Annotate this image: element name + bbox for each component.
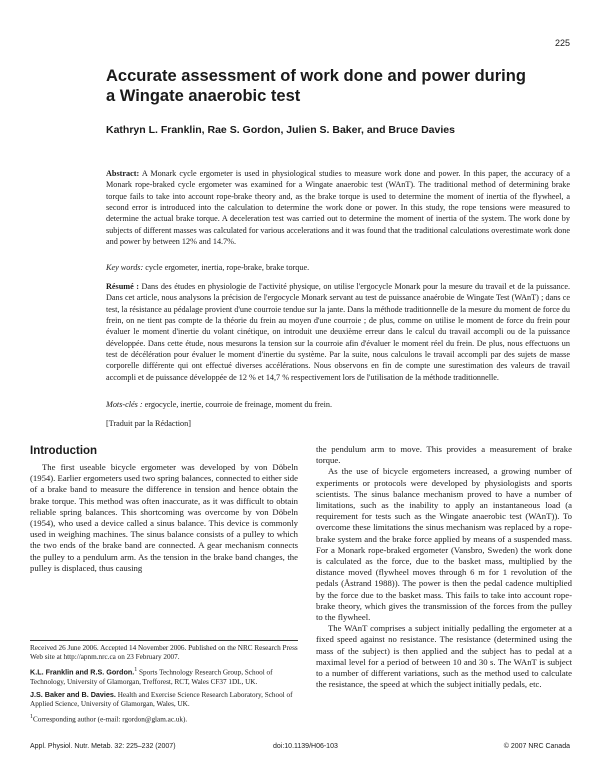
- intro-paragraph-2: As the use of bicycle ergometers increased, a growing number of experiments or protocols were developed by physiologists and sports scientists. The sinus balance mechanism proved to have a number of limitations, such as the inability to apply an instantaneous load (a requirement for tests such as the Wingate anaerobic test (WAnT)). To overcome these limitations the sinus mechanism was replaced by a rope-brake system and the brake force applied by means of a suspended mass. For a Monark rope-braked ergometer (Vansbro, Sweden) the work done is calculated as the force, due to the basket mass, multiplied by the distance moved (flywheel moves through 6 m for 1 revolution of the pedals (Åstrand 1988)). The power is then the pedal cadence multiplied by the force due to the basket mass. This fails to take into account rope-brake theory, which gives the transmission of the forces from the pulley to the flywheel.: [316, 466, 572, 623]
- mots-cles-label: Mots-clés :: [106, 400, 143, 409]
- footer-copyright: © 2007 NRC Canada: [503, 743, 570, 750]
- footer-doi: doi:10.1139/H06-103: [273, 743, 338, 750]
- resume-text: Dans des études en physiologie de l'activité physique, on utilise l'ergocycle Monark pour la mesure du travail et de la puissance. Dans cet article, nous analysons la précision de l'ergocycle Monark servant au test de puissance anaérobie de Wingate Test (WAnT) ; dans ce test, la résistance au pédalage provient d'une courroie tendue sur la jante. Dans la méthode traditionnelle de la mesure du moment de force du frein, on ne tient pas compte de la théorie du frein au moyen d'une courroie ; de plus, comme on utilise le moment de force du frein pour évaluer le moment d'inertie du volant cinétique, on introduit une deuxième erreur dans le calcul du travail accompli ou de la puissance développée. Dans cette étude, nous mesurons la tension sur la courroie afin d'évaluer le moment réel du frein. De plus, nous effectuons un test de décélération pour évaluer le moment d'inertie du système. Par la suite, nous calculons le travail accompli par des sujets de masse corporelle différente qui ont effectué diverses accélérations. Nous observons en fin de compte une surestimation des valeurs de travail accompli et de puissance développée de 12 % et 14,7 % respectivement lors de l'utilisation de la méthode traditionnelle.: [106, 282, 571, 382]
- intro-paragraph-1: The first useable bicycle ergometer was developed by von Döbeln (1954). Earlier ergometers used two spring balances, connected to either side of a brake band to measure the difference in tension and hence obtain the brake torque. This method was often inaccurate, as it was difficult to obtain reliable spring balances. This shortcoming was overcome by von Döbeln (1954), who used a device called a sinus balance. This device is commonly used in weighing machines. The sinus balance consists of a pulley to which the two ends of the brake band are connected. A gear mechanism connects the pulley to a pendulum arm. As the tension in the brake band changes, the pulley is displaced, thus causing: [30, 462, 298, 573]
- keywords-label: Key words:: [106, 263, 144, 272]
- translation-note: [Traduit par la Rédaction]: [106, 419, 191, 428]
- resume-label: Résumé :: [106, 282, 139, 291]
- affiliation-2: [30, 690, 298, 710]
- keywords-text: cycle ergometer, inertia, rope-brake, brake torque.: [145, 263, 310, 272]
- corresponding-author: [30, 713, 298, 725]
- affiliation-1-names: K.L. Franklin and R.S. Gordon.: [30, 667, 135, 677]
- author-list: Kathryn L. Franklin, Rae S. Gordon, Julien S. Baker, and Bruce Davies: [106, 124, 455, 136]
- abstract: [106, 168, 570, 247]
- left-column: [30, 462, 298, 574]
- resume: [106, 281, 570, 383]
- corresponding-sup: 1: [30, 713, 33, 720]
- mots-cles: [106, 399, 570, 410]
- abstract-text: A Monark cycle ergometer is used in physiological studies to measure work done and power. In this paper, the accuracy of a Monark rope-braked cycle ergometer was examined for a Wingate anaerobic test (WAnT). The traditional method of determining brake torque fails to take into account rope-brake theory and, as the brake torque is used to determine the moment of inertia of the flywheel, a second error is introduced into the calculation to determine the work done or power. In this study, the rope tensions were measured to determine the actual brake torque. A deceleration test was carried out to determine the moment of inertia of the system. The work done by subjects of different masses was calculated for various accelerations and it was found that the traditional calculations overestimate work done and power by between 12% and 14.7%.: [106, 169, 570, 247]
- abstract-label: Abstract:: [106, 169, 140, 178]
- article-title: Accurate assessment of work done and power during a Wingate anaerobic test: [106, 67, 526, 105]
- received-note: Received 26 June 2006. Accepted 14 November 2006. Published on the NRC Research Press Web site at http://apnm.nrc.ca on 23 February 2007.: [30, 644, 298, 662]
- footnote-divider: [30, 640, 298, 641]
- footnotes: [30, 644, 298, 728]
- page-number: 225: [554, 38, 570, 48]
- affiliation-1-text: Sports Technology Research Group, School of Technology, University of Glamorgan, Trefforest, RCT, Wales CF37 1DL, UK.: [30, 668, 273, 686]
- affiliation-2-text: Health and Exercise Science Research Laboratory, School of Applied Science, University of Glamorgan, Wales, UK.: [30, 691, 293, 709]
- right-column: [316, 444, 572, 690]
- corresponding-text: Corresponding author (e-mail: rgordon@glam.ac.uk).: [33, 715, 188, 724]
- affiliation-1: [30, 666, 298, 687]
- mots-cles-text: ergocycle, inertie, courroie de freinage, moment du frein.: [144, 400, 333, 409]
- affiliation-2-names: J.S. Baker and B. Davies.: [30, 690, 116, 700]
- footer-journal-citation: Appl. Physiol. Nutr. Metab. 32: 225–232 (2007): [30, 743, 176, 750]
- affiliation-1-sup: 1: [134, 666, 138, 673]
- intro-paragraph-continued: the pendulum arm to move. This provides a measurement of brake torque.: [316, 444, 572, 466]
- intro-paragraph-3: The WAnT comprises a subject initially pedalling the ergometer at a fixed speed against no resistance. The resistance (determined using the mass of the subject) is then applied and the subject has to pedal at a maximal level for a period of between 10 and 30 s. The WAnT is subject to a number of different variations, such as the method used to calculate the resistance, the speed at which the subject initially pedals, etc.: [316, 623, 572, 690]
- introduction-heading: Introduction: [30, 445, 98, 457]
- keywords: [106, 262, 570, 273]
